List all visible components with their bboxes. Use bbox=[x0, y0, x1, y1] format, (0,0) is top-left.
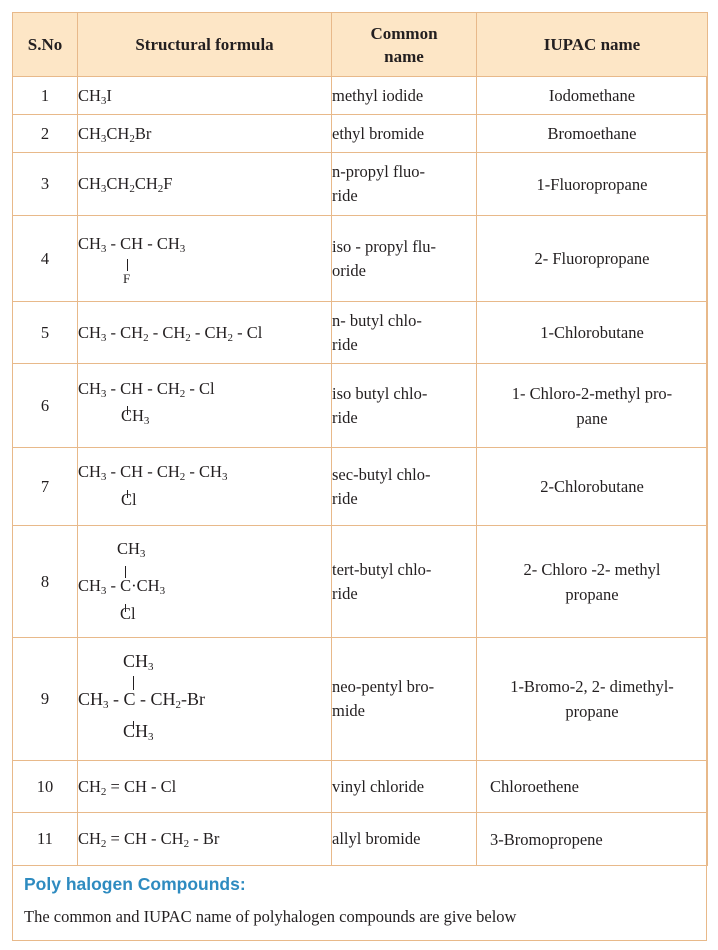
formula-cell: $CH_3CH_2Br$ bbox=[78, 115, 332, 153]
formula-cell: $CH_2$ = CH - Cl bbox=[78, 761, 332, 813]
table-row bbox=[13, 77, 708, 115]
formula-cell: $CH_3I$ bbox=[78, 77, 332, 115]
sno-cell: 3 bbox=[13, 153, 78, 216]
formula-cell: $CH_3$ $CH_3 - C\cdot CH_3$ Cl bbox=[78, 526, 332, 638]
sno-cell: 5 bbox=[13, 302, 78, 364]
header-common-name: Common name bbox=[332, 13, 477, 77]
sno-cell: 6 bbox=[13, 364, 78, 448]
formula-cell: $CH_3$ - CH - $CH_2 - CH_3$ Cl bbox=[78, 448, 332, 526]
table-header-row bbox=[13, 13, 708, 77]
common-name-cell: sec-butyl chlo- ride bbox=[332, 448, 477, 526]
table-row bbox=[13, 115, 708, 153]
sno-cell: 4 bbox=[13, 216, 78, 302]
iupac-name-cell: 2- Chloro -2- methyl propane bbox=[477, 526, 708, 638]
sno-cell: 9 bbox=[13, 638, 78, 761]
formula-cell: $CH_3$ - CH - $CH_2$ - Cl $CH_3$ bbox=[78, 364, 332, 448]
common-name-cell: methyl iodide bbox=[332, 77, 477, 115]
iupac-name-cell: 1-Chlorobutane bbox=[477, 302, 708, 364]
common-name-cell: vinyl chloride bbox=[332, 761, 477, 813]
formula-cell: $CH_2$ = CH - $CH_2$ - Br bbox=[78, 813, 332, 866]
formula-cell: $CH_3$ $CH_3$ - C - $CH_2-Br$ $CH_3$ bbox=[78, 638, 332, 761]
formula-cell: $CH_3$ - CH - $CH_3$ F bbox=[78, 216, 332, 302]
iupac-name-cell: 2-Chlorobutane bbox=[477, 448, 708, 526]
sno-cell: 11 bbox=[13, 813, 78, 866]
table-row bbox=[13, 448, 708, 526]
iupac-name-cell: Chloroethene bbox=[477, 761, 708, 813]
common-name-cell: iso - propyl flu- oride bbox=[332, 216, 477, 302]
table-row bbox=[13, 526, 708, 638]
common-name-cell: allyl bromide bbox=[332, 813, 477, 866]
haloalkane-names-table bbox=[12, 12, 708, 866]
sno-cell: 8 bbox=[13, 526, 78, 638]
header-iupac-name: IUPAC name bbox=[477, 13, 708, 77]
sno-cell: 10 bbox=[13, 761, 78, 813]
table-row bbox=[13, 813, 708, 866]
table-row bbox=[13, 153, 708, 216]
common-name-cell: neo-pentyl bro- mide bbox=[332, 638, 477, 761]
formula-cell: $CH_3CH_2CH_2F$ bbox=[78, 153, 332, 216]
iupac-name-cell: 1-Fluoropropane bbox=[477, 153, 708, 216]
iupac-name-cell: Iodomethane bbox=[477, 77, 708, 115]
iupac-name-cell: 1- Chloro-2-methyl pro- pane bbox=[477, 364, 708, 448]
table-row bbox=[13, 302, 708, 364]
common-name-cell: n- butyl chlo- ride bbox=[332, 302, 477, 364]
table-row bbox=[13, 761, 708, 813]
iupac-name-cell: 2- Fluoropropane bbox=[477, 216, 708, 302]
common-name-cell: n-propyl fluo- ride bbox=[332, 153, 477, 216]
iupac-name-cell: 1-Bromo-2, 2- dimethyl- propane bbox=[477, 638, 708, 761]
iupac-name-cell: Bromoethane bbox=[477, 115, 708, 153]
poly-halogen-description: The common and IUPAC name of polyhalogen compounds are give below bbox=[24, 907, 517, 926]
table-row bbox=[13, 364, 708, 448]
sno-cell: 7 bbox=[13, 448, 78, 526]
common-name-cell: ethyl bromide bbox=[332, 115, 477, 153]
formula-cell: $CH_3 - CH_2 - CH_2 - CH_2$ - Cl bbox=[78, 302, 332, 364]
iupac-name-cell: 3-Bromopropene bbox=[477, 813, 708, 866]
common-name-cell: iso butyl chlo- ride bbox=[332, 364, 477, 448]
common-name-cell: tert-butyl chlo- ride bbox=[332, 526, 477, 638]
sno-cell: 1 bbox=[13, 77, 78, 115]
table-row bbox=[13, 638, 708, 761]
table-row bbox=[13, 216, 708, 302]
header-sno: S.No bbox=[13, 13, 78, 77]
sno-cell: 2 bbox=[13, 115, 78, 153]
header-structural-formula: Structural formula bbox=[78, 13, 332, 77]
poly-halogen-heading: Poly halogen Compounds: bbox=[24, 874, 246, 894]
